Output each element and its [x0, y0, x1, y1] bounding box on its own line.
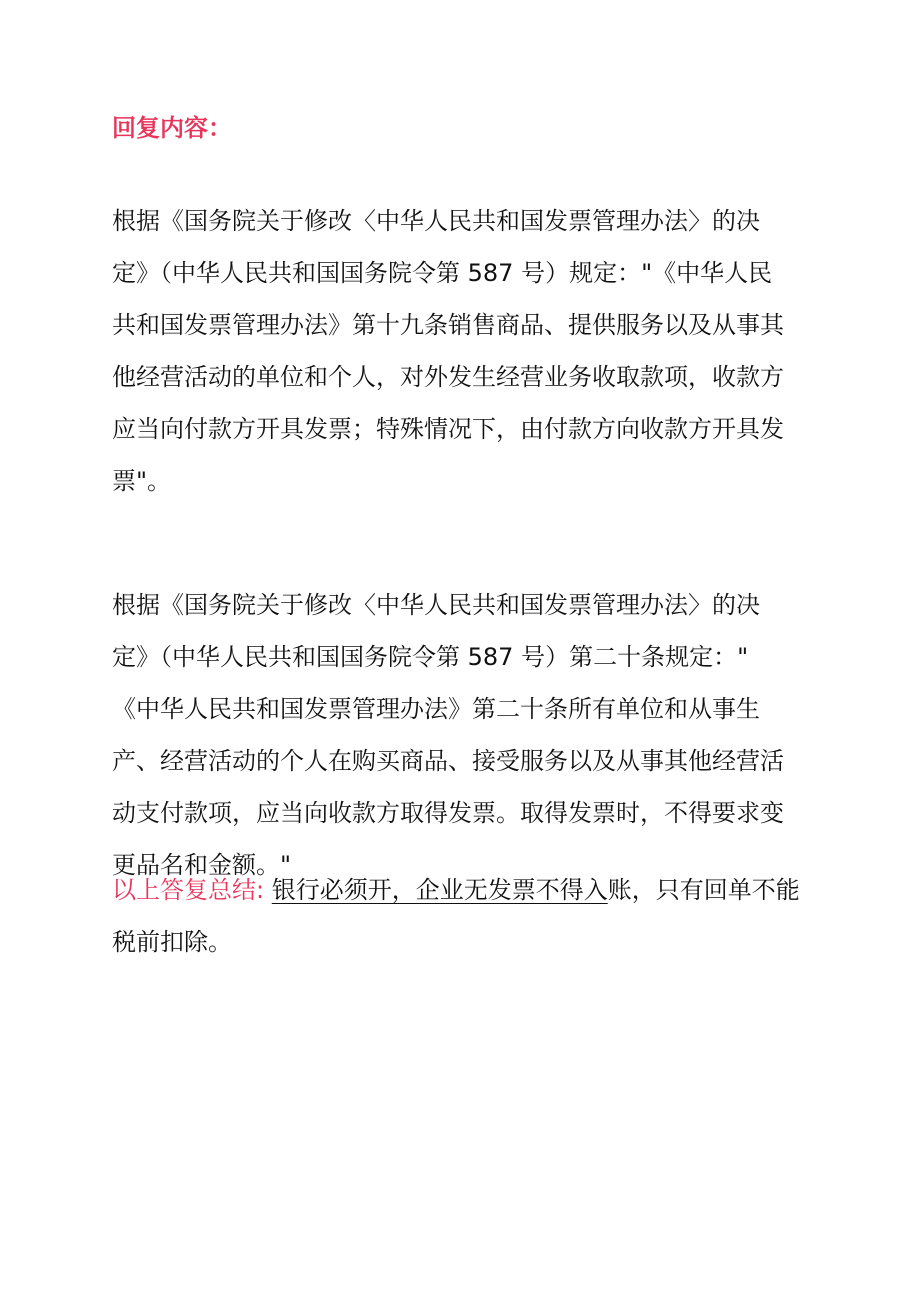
paragraph-invoice-obtaining: [112, 579, 812, 891]
paragraph-line: 共和国发票管理办法》第十九条销售商品、提供服务以及从事其: [112, 311, 784, 339]
summary-underlined-text: 银行必须开，企业无发票不得入: [271, 876, 608, 904]
paragraph-line: 产、经营活动的个人在购买商品、接受服务以及从事其他经营活: [112, 747, 784, 775]
paragraph-line: 更品名和金额。": [112, 851, 292, 879]
paragraph-line: 动支付款项，应当向收款方取得发票。取得发票时，不得要求变: [112, 799, 784, 827]
summary-label: 以上答复总结:: [112, 876, 265, 904]
summary-line: [112, 864, 812, 916]
paragraph-line: 《中华人民共和国发票管理办法》第二十条所有单位和从事生: [112, 695, 760, 723]
paragraph-invoice-issuing: [112, 195, 812, 507]
paragraph-line: 定》（中华人民共和国国务院令第 587 号）第二十条规定：": [112, 643, 749, 671]
paragraph-line: 根据《国务院关于修改〈中华人民共和国发票管理办法〉的决: [112, 591, 760, 619]
paragraph-line: 应当向付款方开具发票；特殊情况下，由付款方向收款方开具发: [112, 415, 784, 443]
paragraph-line: 他经营活动的单位和个人，对外发生经营业务收取款项，收款方: [112, 363, 784, 391]
reply-heading: 回复内容：: [112, 114, 232, 142]
summary-line: 税前扣除。: [112, 928, 232, 956]
summary-text: 账，只有回单不能: [607, 876, 800, 904]
summary-block: [112, 864, 812, 968]
paragraph-line: 票"。: [112, 467, 172, 495]
paragraph-line: 定》（中华人民共和国国务院令第 587 号）规定："《中华人民: [112, 259, 773, 287]
paragraph-line: 根据《国务院关于修改〈中华人民共和国发票管理办法〉的决: [112, 207, 760, 235]
